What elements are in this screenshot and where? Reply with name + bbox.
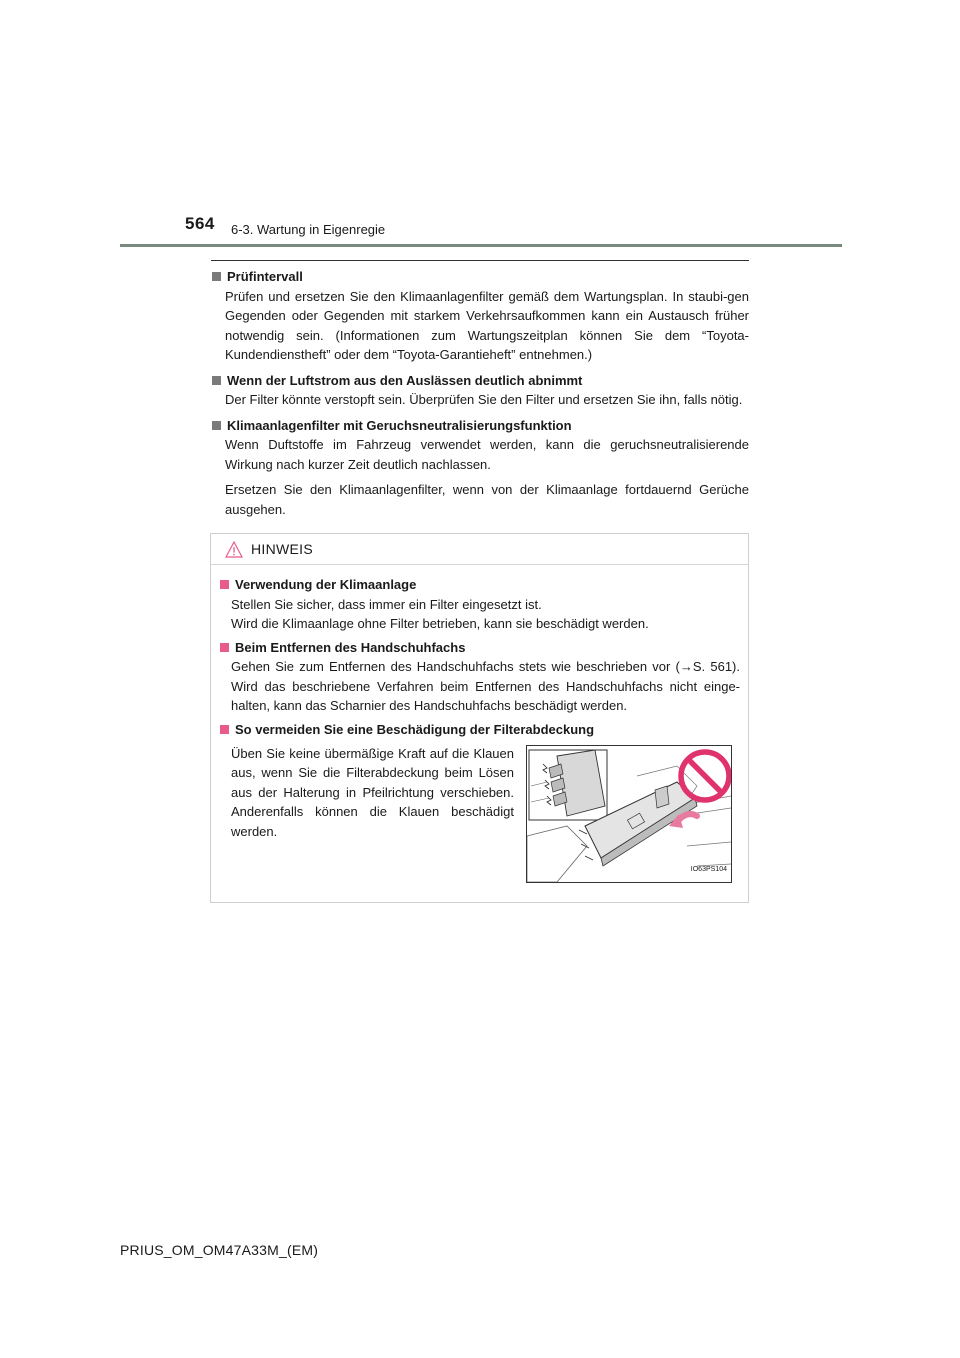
notice-body	[211, 565, 748, 873]
square-bullet-icon	[220, 643, 229, 652]
content-top-rule	[211, 260, 749, 261]
notice-paragraph: Gehen Sie zum Entfernen des Handschuhfachs stets wie beschrieben vor (→S. 561). Wird das beschriebene Verfahren beim Entfernen des Handschuhfachs nicht einge-halten, kann das Scharnier des Handschuhfachs beschädigt werden.	[231, 659, 740, 713]
notice-item-heading: Beim Entfernen des Handschuhfachs	[235, 639, 466, 655]
footer-doc-id: PRIUS_OM_OM47A33M_(EM)	[120, 1242, 319, 1258]
notice-item-heading: Verwendung der Klimaanlage	[235, 577, 417, 592]
square-bullet-icon	[220, 725, 229, 734]
section-paragraph: Der Filter könnte verstopft sein. Überprüfen Sie den Filter und ersetzen Sie ihn, falls nötig.	[225, 392, 743, 407]
square-bullet-icon	[220, 580, 229, 589]
notice-line: Wird die Klimaanlage ohne Filter betrieben, kann sie beschädigt werden.	[231, 616, 649, 631]
header-rule	[120, 244, 842, 247]
section-paragraph: Ersetzen Sie den Klimaanlagenfilter, wenn von der Klimaanlage fortdauernd Gerüche ausgehen.	[225, 482, 749, 517]
page-number: 564	[185, 214, 215, 233]
section-paragraph: Wenn Duftstoffe im Fahrzeug verwendet werden, kann die geruchsneutralisierende Wirkung nach kurzer Zeit deutlich nachlassen.	[225, 437, 749, 472]
square-bullet-icon	[212, 421, 221, 430]
section-geruchsneutralisierung	[211, 416, 749, 520]
main-content	[211, 267, 749, 525]
notice-box	[210, 533, 749, 903]
filter-cover-illustration	[526, 745, 732, 883]
notice-header	[211, 534, 748, 565]
section-heading: Klimaanlagenfilter mit Geruchsneutralisierungsfunktion	[227, 417, 572, 433]
notice-item-heading: So vermeiden Sie eine Beschädigung der Filterabdeckung	[235, 721, 595, 737]
square-bullet-icon	[212, 376, 221, 385]
notice-line: Stellen Sie sicher, dass immer ein Filter eingesetzt ist.	[231, 596, 542, 612]
figure-code: IO63PS104	[690, 866, 727, 873]
section-title: 6-3. Wartung in Eigenregie	[231, 222, 386, 237]
section-heading: Wenn der Luftstrom aus den Auslässen deutlich abnimmt	[227, 372, 583, 388]
warning-triangle-icon	[225, 541, 243, 558]
notice-item-handschuhfach	[219, 638, 740, 716]
section-pruefintervall	[211, 267, 749, 365]
notice-paragraph: Üben Sie keine übermäßige Kraft auf die Klauen aus, wenn Sie die Filterabdeckung beim Lösen aus der Halterung in Pfeilrichtung verschieben. Anderenfalls können die Klauen beschädigt werden.	[231, 745, 514, 839]
section-paragraph: Prüfen und ersetzen Sie den Klimaanlagenfilter gemäß dem Wartungsplan. In staubi-gen Gegenden oder Gegenden mit starkem Verkehrsaufkommen kann ein Austausch früher notwendig sein. (Informationen zum Wartungszeitplan können Sie dem “Toyota-Kundendienstheft” oder dem “Toyota-Garantieheft” entnehmen.)	[225, 288, 749, 362]
section-heading: Prüfintervall	[227, 269, 303, 284]
notice-title: HINWEIS	[251, 541, 313, 557]
notice-item-klimaanlage	[219, 575, 740, 634]
section-luftstrom	[211, 371, 749, 410]
square-bullet-icon	[212, 272, 221, 281]
notice-item-filterabdeckung	[219, 720, 740, 873]
